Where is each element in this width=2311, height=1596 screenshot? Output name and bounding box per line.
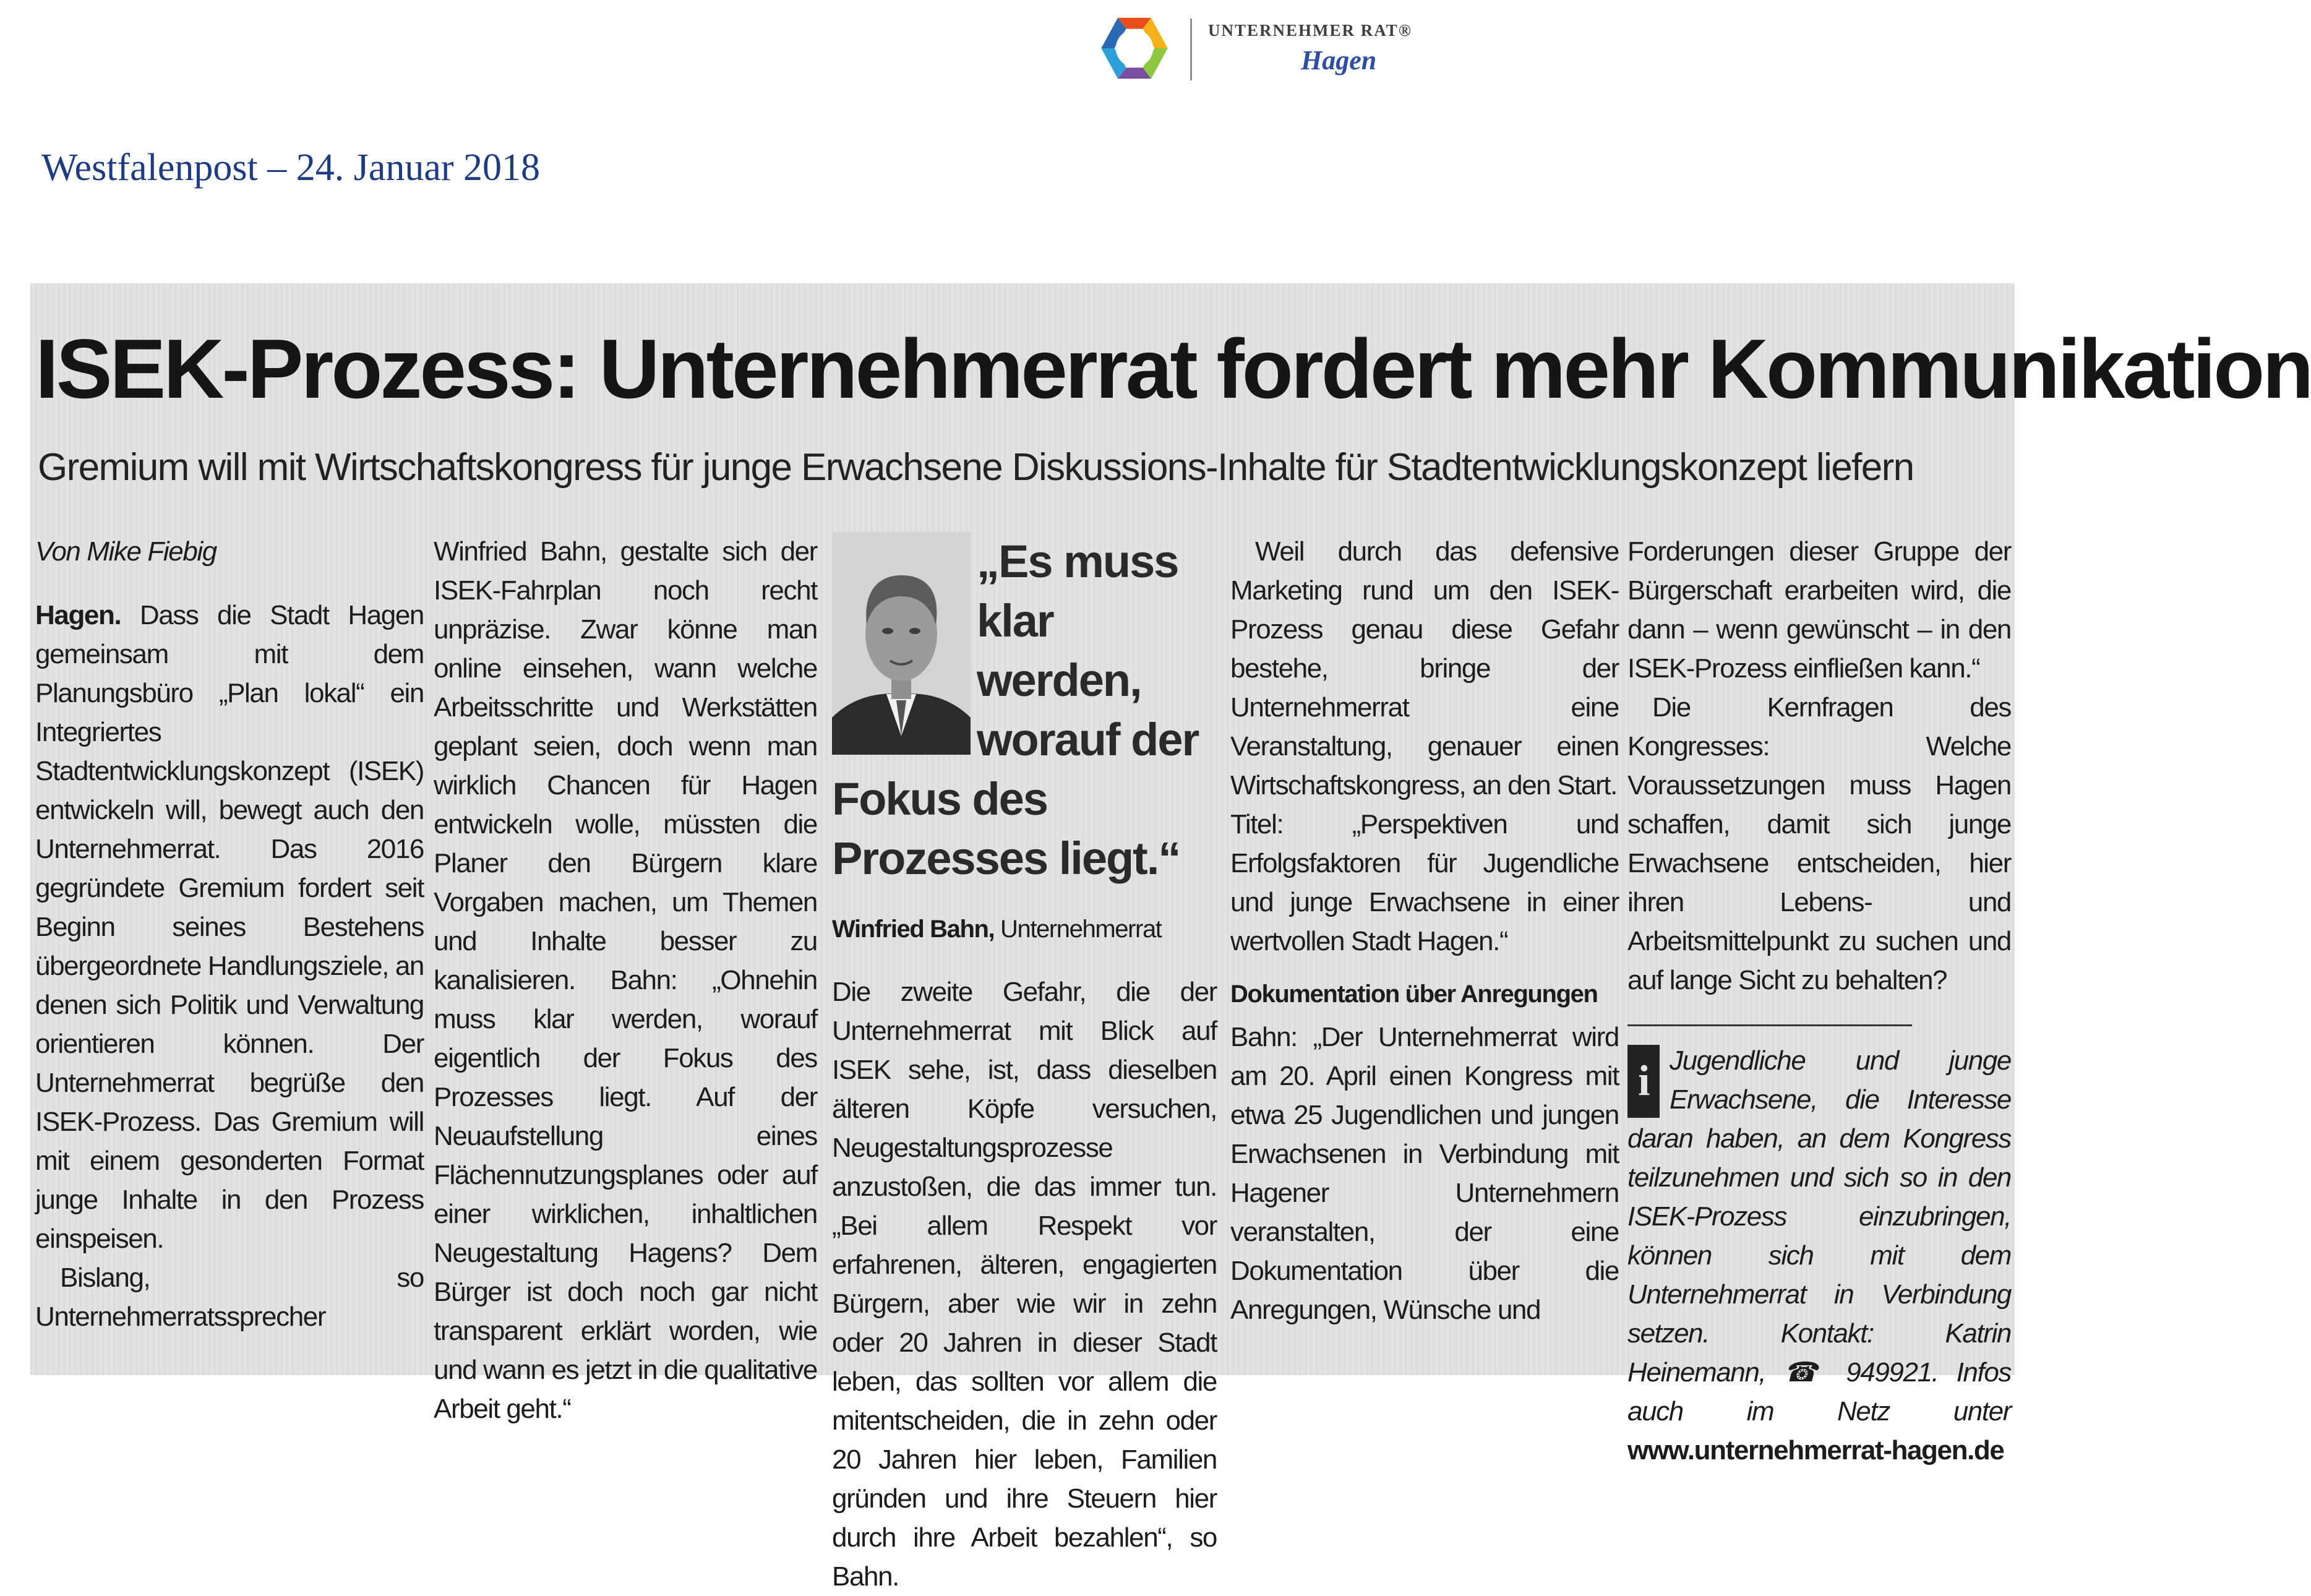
column-3-text: [832, 972, 1217, 1596]
paragraph-text: Dass die Stadt Hagen gemeinsam mit dem Planungsbüro „Plan lokal“ ein Integriertes Stadtentwicklungskonzept (ISEK) entwickeln will, bewegt auch den Unternehmerrat. Das 2016 gegründete Gremium fordert seit Beginn seines Bestehens übergeordnete Handlungsziele, an denen sich Politik und Verwaltung orientieren können. Der Unternehmerrat begrüße den ISEK-Prozess. Das Gremium will mit einem gesonderten Format junge Inhalte in den Prozess einspeisen.: [35, 600, 424, 1254]
paragraph: Die Kernfragen des Kongresses: Welche Voraussetzungen muss Hagen schaffen, damit sich junge Erwachsene entscheiden, hier ihren Lebens- und Arbeitsmittelpunkt zu suchen und auf lange Sicht zu behalten?: [1627, 692, 2011, 995]
logo-divider: [1190, 19, 1192, 80]
logo-text: UNTERNEHMER RAT®: [1208, 21, 1412, 40]
byline: Von Mike Fiebig: [35, 536, 217, 567]
quote-name: Winfried Bahn,: [832, 916, 995, 943]
article-column-1: [35, 532, 424, 1364]
paragraph: Bahn: „Der Unternehmerrat wird am 20. April einen Kongress mit etwa 25 Jugendlichen und jungen Erwachsenen in Verbindung mit Hagener Unternehmern veranstalten, der eine Dokumentation über die Anregungen, Wünsche und: [1230, 1022, 1619, 1325]
paragraph-continued: Die zweite Gefahr, die der Unternehmerrat mit Blick auf ISEK sehe, ist, dass dieselben älteren Köpfe versuchen, Neugestaltungsprozesse anzustoßen, die das immer tun. „Bei allem Respekt vor erfahrenen, älteren, engagierten Bürgern, aber wie wir in zehn oder 20 Jahren in dieser Stadt leben, das sollten vor allem die mitentscheiden, die in zehn oder 20 Jahren hier leben, Familien gründen und ihre Steuern hier durch ihre Arbeit bezahlen“, so Bahn.: [832, 977, 1217, 1592]
article-column-4: [1230, 532, 1619, 1364]
paragraph: Weil durch das defensive Marketing rund um den ISEK-Prozess genau diese Gefahr bestehe, bringe der Unternehmerrat eine Veranstaltung, genauer einen Wirtschaftskongress, an den Start.: [1230, 536, 1619, 800]
hexagon-logo-icon: [1100, 14, 1169, 83]
info-text: Jugendliche und junge Erwachsene, die Interesse daran haben, an dem Kongress teilzunehmen und sich so in den ISEK-Prozess einzubringen, können sich mit dem Unternehmerrat in Verbindung setzen. Kontakt: Katrin Heinemann, ☎ 949921. Infos auch im Netz unter: [1627, 1045, 2011, 1427]
source-line: Westfalenpost – 24. Januar 2018: [41, 147, 540, 189]
paragraph-continued: Winfried Bahn, gestalte sich der ISEK-Fahrplan noch recht unpräzise. Zwar könne man online einsehen, wann welche Arbeitsschritte und Werkstätten geplant seien, doch wenn man wirklich Chancen für Hagen entwickeln wolle, müssten die Planer den Bürgern klare Vorgaben machen, um Themen und Inhalte besser zu kanalisieren. Bahn: „Ohnehin muss klar werden, worauf eigentlich der Fokus des Prozesses liegt. Auf der Neuaufstellung eines Flächennutzungsplanes oder auf einer wirklichen, inhaltlichen Neugestaltung Hagens? Dem Bürger ist doch noch gar nicht transparent erklärt worden, wie und wann es jetzt in die qualitative Arbeit geht.“: [434, 536, 817, 1424]
quote-role: Unternehmerrat: [1000, 916, 1162, 943]
info-icon: i: [1627, 1045, 1660, 1118]
section-heading: Dokumentation über Anregungen: [1230, 980, 1598, 1008]
pull-quote: [832, 532, 1217, 888]
pull-quote-text: „Es muss klar werden, worauf der Fokus des Prozesses liegt.“: [832, 536, 1199, 884]
article-column-2: [434, 532, 817, 1424]
quote-box: [832, 532, 1217, 1021]
newspaper-clipping: [30, 283, 2311, 1592]
website-link[interactable]: www.unternehmerrat-hagen.de: [1627, 1435, 2004, 1465]
paragraph: Bislang, so Unternehmerratssprecher: [35, 1263, 424, 1332]
logo-city: Hagen: [1301, 45, 1377, 75]
info-box: [1627, 1041, 2011, 1470]
quote-credit: [832, 916, 1162, 943]
paragraph: Titel: „Perspektiven und Erfolgsfaktoren für Jugendliche und junge Erwachsene in einer wertvollen Stadt Hagen.“: [1230, 809, 1619, 956]
article-column-5: [1627, 532, 2011, 1465]
subheadline: Gremium will mit Wirtschaftskongress für junge Erwachsene Diskussions-Inhalte für Stadtentwicklungskonzept liefern: [38, 446, 1914, 489]
dateline: Hagen.: [35, 600, 121, 630]
headline: ISEK-Prozess: Unternehmerrat fordert mehr Kommunikation: [35, 322, 2311, 416]
unternehmerrat-logo: [1100, 14, 1446, 83]
paragraph-continued: Forderungen dieser Gruppe der Bürgerschaft erarbeiten wird, die dann – wenn gewünscht – in den ISEK-Prozess einfließen kann.“: [1627, 536, 2011, 684]
paragraph: [35, 596, 424, 1258]
article-column-3: [832, 532, 1217, 1592]
divider: [1627, 1024, 1912, 1026]
